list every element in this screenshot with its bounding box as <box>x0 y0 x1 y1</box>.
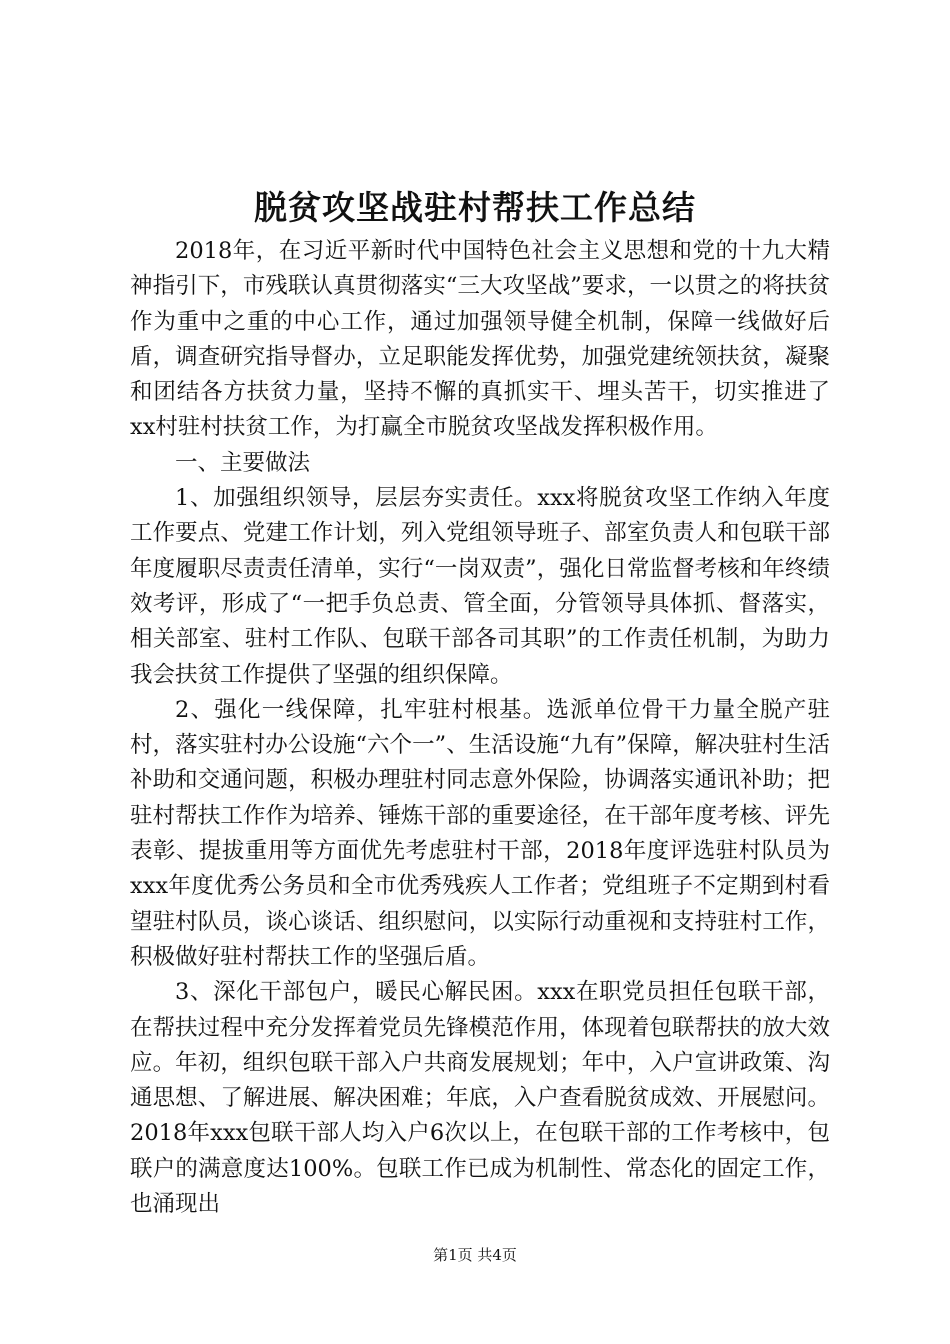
section-heading: 一、主要做法 <box>175 449 311 476</box>
paragraph-item-2: 2、强化一线保障，扎牢驻村根基。选派单位骨干力量全脱产驻村，落实驻村办公设施“六个一”、生活设施“九有”保障，解决驻村生活补助和交通问题，积极办理驻村同志意外保险，协调落实通讯补助；把驻村帮扶工作作为培养、锤炼干部的重要途径，在干部年度考核、评先表彰、提拔重用等方面优先考虑驻村干部，2018年度评选驻村队员为xxx年度优秀公务员和全市优秀残疾人工作者；党组班子不定期到村看望驻村队员，谈心谈话、组织慰问，以实际行动重视和支持驻村工作，积极做好驻村帮扶工作的坚强后盾。 <box>130 696 830 970</box>
paragraph-item-3: 3、深化干部包户，暖民心解民困。xxx在职党员担任包联干部，在帮扶过程中充分发挥着党员先锋模范作用，体现着包联帮扶的放大效应。年初，组织包联干部入户共商发展规划；年中，入户宣讲政策、沟通思想、了解进展、解决困难；年底，入户查看脱贫成效、开展慰问。2018年xxx包联干部人均入户6次以上，在包联干部的工作考核中，包联户的满意度达100%。包联工作已成为机制性、常态化的固定工作，也涌现出 <box>130 979 830 1218</box>
document-body <box>130 234 830 1222</box>
paragraph-item-1: 1、加强组织领导，层层夯实责任。xxx将脱贫攻坚工作纳入年度工作要点、党建工作计划，列入党组领导班子、部室负责人和包联干部年度履职尽责责任清单，实行“一岗双责”，强化日常监督考核和年终绩效考评，形成了“一把手负总责、管全面，分管领导具体抓、督落实，相关部室、驻村工作队、包联干部各司其职”的工作责任机制，为助力我会扶贫工作提供了坚强的组织保障。 <box>130 485 830 688</box>
page-footer: 第1页 共4页 <box>433 1246 517 1264</box>
paragraph-intro: 2018年，在习近平新时代中国特色社会主义思想和党的十九大精神指引下，市残联认真贯彻落实“三大攻坚战”要求，一以贯之的将扶贫作为重中之重的中心工作，通过加强领导健全机制，保障一线做好后盾，调查研究指导督办，立足职能发挥优势，加强党建统领扶贫，凝聚和团结各方扶贫力量，坚持不懈的真抓实干、埋头苦干，切实推进了xx村驻村扶贫工作，为打赢全市脱贫攻坚战发挥积极作用。 <box>130 238 830 441</box>
document-title: 脱贫攻坚战驻村帮扶工作总结 <box>254 188 696 227</box>
